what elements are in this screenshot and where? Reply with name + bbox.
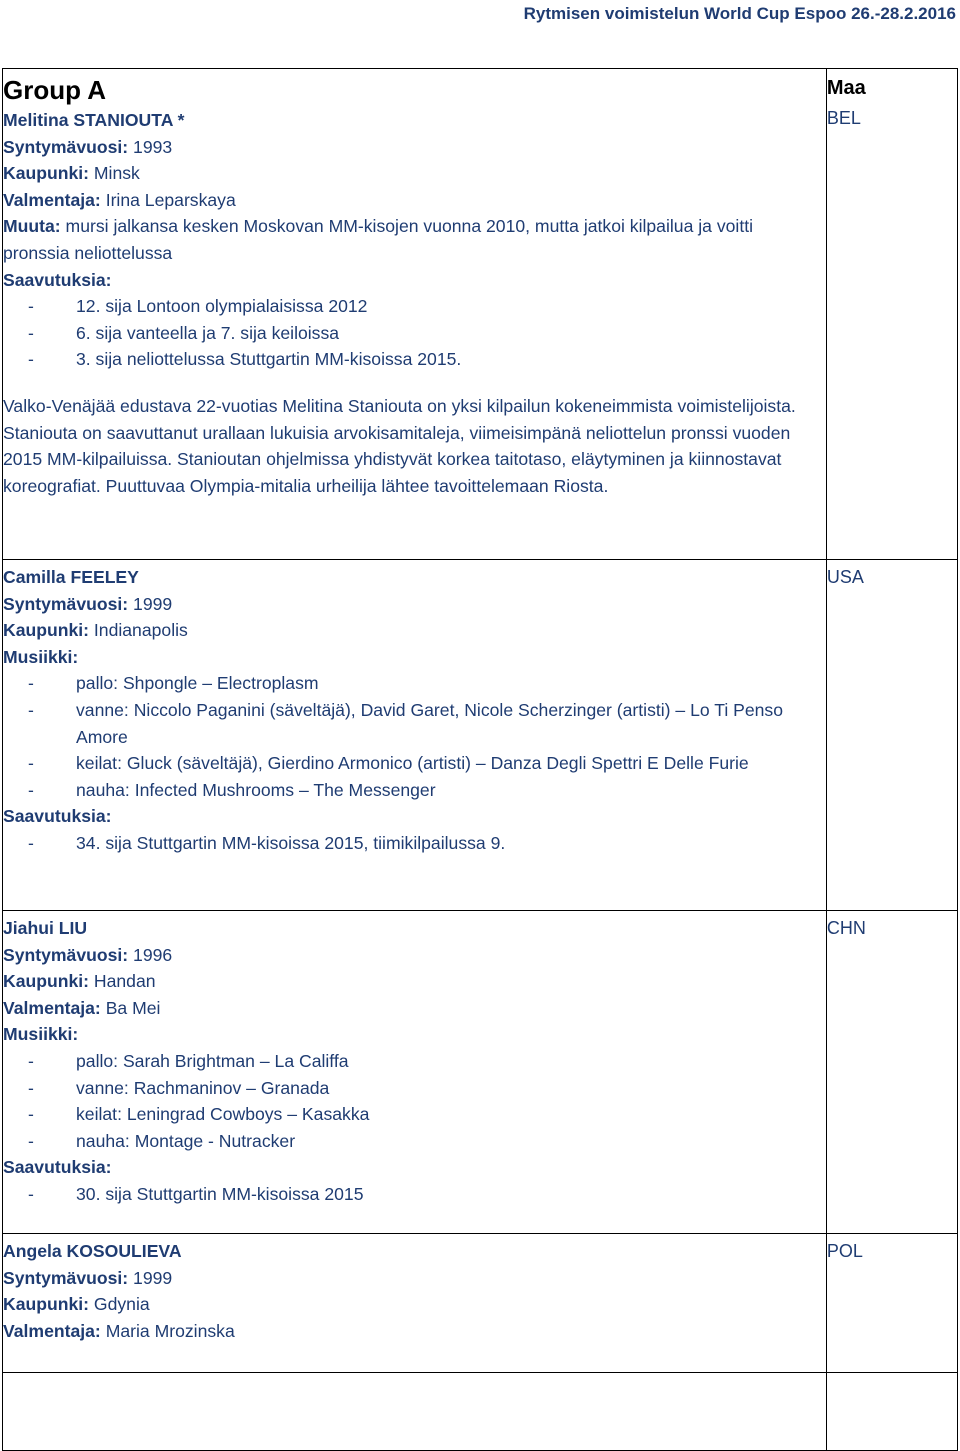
other-line <box>3 213 826 266</box>
country-column-header: Maa <box>826 77 866 99</box>
gymnast-name-line <box>3 564 826 591</box>
gymnast-name: Melitina STANIOUTA * <box>3 110 185 130</box>
achievement-text: 34. sija Stuttgartin MM-kisoissa 2015, tiimikilpailussa 9. <box>76 832 506 853</box>
country-code: POL <box>826 1241 863 1261</box>
country-code: USA <box>826 567 864 587</box>
coach-value: Irina Leparskaya <box>105 189 236 210</box>
birth-year-label: Syntymävuosi: <box>3 944 129 965</box>
group-title: Group A <box>3 75 107 105</box>
birth-year-value: 1993 <box>133 136 173 157</box>
city-value: Indianapolis <box>93 620 188 641</box>
achievements-label: Saavutuksia: <box>3 806 112 827</box>
list-item: - nauha: Montage - Nutracker <box>28 1130 296 1151</box>
list-item: - keilat: Leningrad Cowboys – Kasakka <box>28 1104 370 1125</box>
coach-line <box>3 187 826 214</box>
country-cell <box>826 560 957 911</box>
achievements-line <box>3 803 826 830</box>
country-cell <box>826 69 957 560</box>
list-item: - 6. sija vanteella ja 7. sija keiloissa <box>28 322 340 343</box>
birth-year-value: 1999 <box>133 1267 173 1288</box>
achievements-line <box>3 267 826 294</box>
achievements-label: Saavutuksia: <box>3 269 112 290</box>
music-text: vanne: Rachmaninov – Granada <box>76 1077 330 1098</box>
list-item: - nauha: Infected Mushrooms – The Messenger <box>28 779 436 800</box>
list-item: - 30. sija Stuttgartin MM-kisoissa 2015 <box>28 1183 364 1204</box>
coach-label: Valmentaja: <box>3 1320 101 1341</box>
city-line <box>3 1291 826 1318</box>
birth-year-label: Syntymävuosi: <box>3 593 129 614</box>
empty-cell <box>826 1373 957 1451</box>
other-label: Muuta: <box>3 216 61 237</box>
birth-year-line <box>3 591 826 618</box>
list-item: - 12. sija Lontoon olympialaisissa 2012 <box>28 296 368 317</box>
table-row <box>3 1373 958 1451</box>
coach-value: Ba Mei <box>105 997 161 1018</box>
list-item: - 34. sija Stuttgartin MM-kisoissa 2015, tiimikilpailussa 9. <box>28 832 506 853</box>
birth-year-line <box>3 942 826 969</box>
gymnast-name: Camilla FEELEY <box>3 567 139 587</box>
other-value: mursi jalkansa kesken Moskovan MM-kisojen vuonna 2010, mutta jatkoi kilpailua ja voitti pronssia neliottelussa <box>3 216 754 263</box>
country-code: BEL <box>826 108 861 128</box>
city-line <box>3 617 826 644</box>
birth-year-line <box>3 134 826 161</box>
city-value: Handan <box>93 971 156 992</box>
achievement-text: 3. sija neliottelussa Stuttgartin MM-kisoissa 2015. <box>76 349 462 370</box>
table-row <box>3 69 958 560</box>
document-header-title: Rytmisen voimistelun World Cup Espoo 26.-28.2.2016 <box>523 4 956 23</box>
music-list <box>3 1048 826 1154</box>
achievement-text: 30. sija Stuttgartin MM-kisoissa 2015 <box>76 1183 364 1204</box>
gymnast-cell-feeley <box>3 560 827 911</box>
city-label: Kaupunki: <box>3 971 90 992</box>
table-row <box>3 1234 958 1373</box>
birth-year-line <box>3 1265 826 1292</box>
list-item: - vanne: Niccolo Paganini (säveltäjä), David Garet, Nicole Scherzinger (artisti) – Lo Ti Penso Amore <box>28 699 784 747</box>
birth-year-label: Syntymävuosi: <box>3 1267 129 1288</box>
list-item: - pallo: Shpongle – Electroplasm <box>28 673 319 694</box>
gymnast-name-line <box>3 1238 826 1265</box>
gymnast-bio: Valko-Venäjää edustava 22-vuotias Melitina Staniouta on yksi kilpailun kokeneimmista voimistelijoista. Staniouta on saavuttanut urallaan lukuisia arvokisamitaleja, viimeisimpänä neliottelun pronssi vuoden 2015 MM-kilpailuissa. Stanioutan ohjelmissa yhdistyvät korkea taitotaso, eläytyminen ja kiinnostavat koreografiat. Puuttuvaa Olympia-mitalia urheilija lähtee tavoittelemaan Riosta. <box>3 395 796 496</box>
gymnast-name: Angela KOSOULIEVA <box>3 1241 182 1261</box>
gymnast-cell-liu <box>3 911 827 1234</box>
achievements-line <box>3 1154 826 1181</box>
gymnast-cell-staniouta <box>3 69 827 560</box>
city-value: Minsk <box>93 163 140 184</box>
music-label: Musiikki: <box>3 1024 79 1045</box>
list-item: - 3. sija neliottelussa Stuttgartin MM-kisoissa 2015. <box>28 349 462 370</box>
gymnast-name-line <box>3 107 826 134</box>
city-label: Kaupunki: <box>3 1294 90 1315</box>
music-text: keilat: Leningrad Cowboys – Kasakka <box>76 1104 370 1125</box>
city-label: Kaupunki: <box>3 620 90 641</box>
country-cell <box>826 1234 957 1373</box>
city-line <box>3 160 826 187</box>
music-list <box>3 670 826 803</box>
list-item: - pallo: Sarah Brightman – La Califfa <box>28 1050 349 1071</box>
city-value: Gdynia <box>93 1294 150 1315</box>
group-table <box>2 68 958 1451</box>
achievement-text: 6. sija vanteella ja 7. sija keiloissa <box>76 322 340 343</box>
coach-line <box>3 1318 826 1345</box>
music-text: keilat: Gluck (säveltäjä), Gierdino Armonico (artisti) – Danza Degli Spettri E Delle Furie <box>76 753 749 774</box>
country-cell <box>826 911 957 1234</box>
coach-line <box>3 995 826 1022</box>
gymnast-cell-kosoulieva <box>3 1234 827 1373</box>
music-text: nauha: Montage - Nutracker <box>76 1130 296 1151</box>
country-code: CHN <box>826 918 866 938</box>
empty-cell <box>3 1373 827 1451</box>
birth-year-value: 1999 <box>133 593 173 614</box>
city-line <box>3 968 826 995</box>
music-line <box>3 1021 826 1048</box>
gymnast-name: Jiahui LIU <box>3 918 88 938</box>
music-text: nauha: Infected Mushrooms – The Messenger <box>76 779 436 800</box>
list-item: - vanne: Rachmaninov – Granada <box>28 1077 330 1098</box>
birth-year-label: Syntymävuosi: <box>3 136 129 157</box>
achievements-label: Saavutuksia: <box>3 1157 112 1178</box>
coach-value: Maria Mrozinska <box>105 1320 235 1341</box>
music-text: pallo: Sarah Brightman – La Califfa <box>76 1050 349 1071</box>
music-text: vanne: Niccolo Paganini (säveltäjä), David Garet, Nicole Scherzinger (artisti) – Lo Ti Penso Amore <box>76 699 784 747</box>
achievements-list <box>3 1181 826 1208</box>
music-label: Musiikki: <box>3 646 79 667</box>
gymnast-name-line <box>3 915 826 942</box>
table-row <box>3 560 958 911</box>
birth-year-value: 1996 <box>133 944 173 965</box>
city-label: Kaupunki: <box>3 163 90 184</box>
achievement-text: 12. sija Lontoon olympialaisissa 2012 <box>76 296 368 317</box>
music-text: pallo: Shpongle – Electroplasm <box>76 673 319 694</box>
music-line <box>3 644 826 671</box>
achievements-list <box>3 830 826 857</box>
achievements-list <box>3 293 826 373</box>
table-row <box>3 911 958 1234</box>
list-item: - keilat: Gluck (säveltäjä), Gierdino Armonico (artisti) – Danza Degli Spettri E Delle Furie <box>28 753 749 774</box>
coach-label: Valmentaja: <box>3 189 101 210</box>
coach-label: Valmentaja: <box>3 997 101 1018</box>
